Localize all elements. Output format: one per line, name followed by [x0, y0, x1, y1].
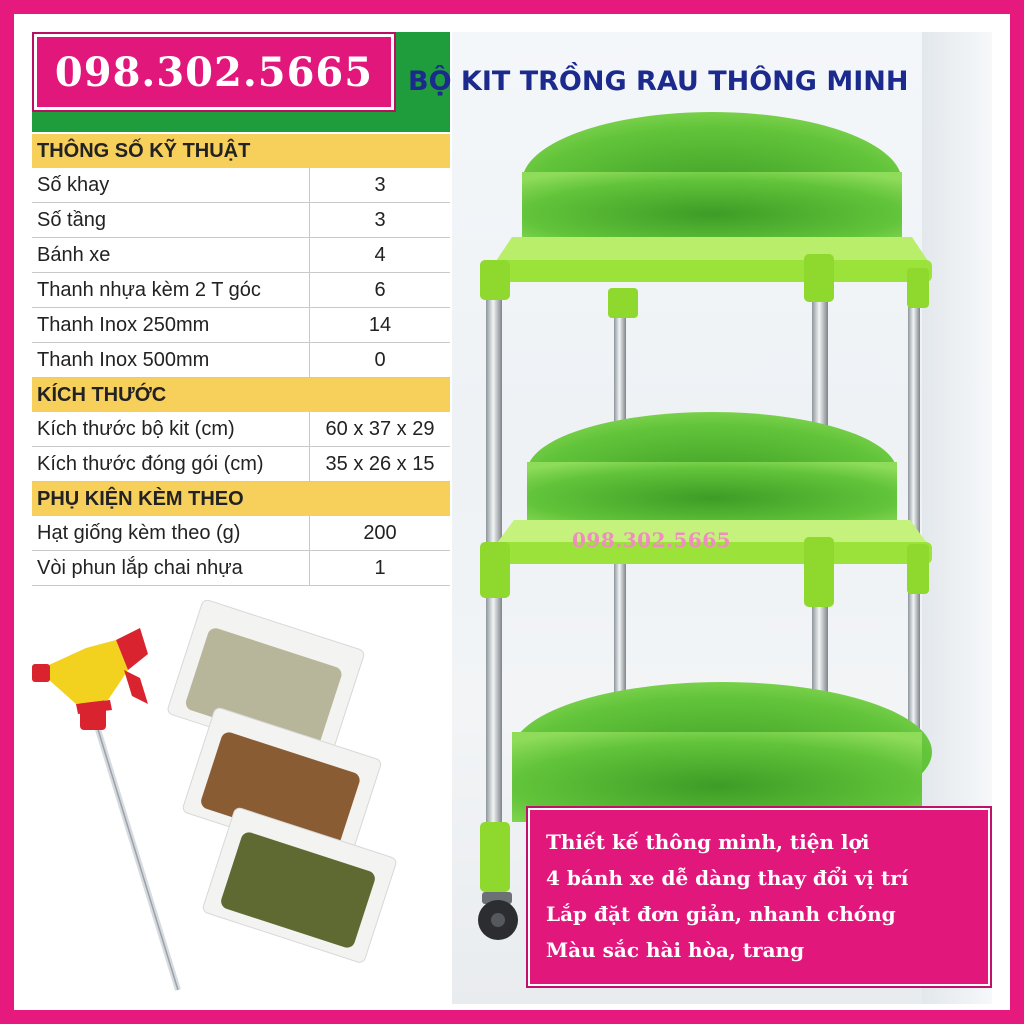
spec-value: 3 — [310, 168, 451, 203]
corner-top-right — [804, 254, 834, 302]
spray-nozzle-icon — [32, 628, 178, 990]
phone-number: 098.302.5665 — [54, 48, 374, 96]
spec-value: 3 — [310, 203, 451, 238]
section-title: THÔNG SỐ KỸ THUẬT — [32, 134, 450, 168]
spec-table — [32, 134, 450, 586]
feature-item: Thiết kế thông minh, tiện lợi — [546, 830, 870, 854]
table-row — [32, 308, 450, 343]
spec-label: Số tầng — [32, 203, 310, 238]
accessories-illustration — [28, 600, 408, 1000]
table-row — [32, 447, 450, 482]
spec-label: Thanh nhựa kèm 2 T góc — [32, 273, 310, 308]
seed-bag-3-icon — [202, 807, 398, 964]
spec-label: Vòi phun lắp chai nhựa — [32, 551, 310, 586]
corner-top-back — [907, 268, 929, 308]
spec-value: 1 — [310, 551, 451, 586]
spec-label: Thanh Inox 500mm — [32, 343, 310, 378]
spec-value: 35 x 26 x 15 — [310, 447, 451, 482]
feature-item: Màu sắc hài hòa, trang — [546, 938, 805, 962]
corner-middle-left — [480, 542, 510, 598]
feature-item: Lắp đặt đơn giản, nhanh chóng — [546, 902, 896, 926]
spec-value: 200 — [310, 516, 451, 551]
table-row — [32, 168, 450, 203]
spec-label: Thanh Inox 250mm — [32, 308, 310, 343]
features-box — [528, 808, 990, 986]
corner-middle-right — [804, 537, 834, 607]
spec-value: 0 — [310, 343, 451, 378]
table-row — [32, 203, 450, 238]
table-row — [32, 273, 450, 308]
spec-value: 6 — [310, 273, 451, 308]
section-title: PHỤ KIỆN KÈM THEO — [32, 482, 450, 517]
table-row — [32, 238, 450, 273]
table-row — [32, 412, 450, 447]
corner-top-left — [480, 260, 510, 300]
table-row — [32, 343, 450, 378]
spec-value: 14 — [310, 308, 451, 343]
sprouts-top-body — [522, 172, 902, 242]
table-row — [32, 551, 450, 586]
feature-item: 4 bánh xe dễ dàng thay đổi vị trí — [546, 866, 909, 890]
spec-label: Số khay — [32, 168, 310, 203]
corner-middle-back — [907, 544, 929, 594]
corner-bottom-left — [480, 822, 510, 892]
section-title: KÍCH THƯỚC — [32, 378, 450, 413]
spec-label: Kích thước đóng gói (cm) — [32, 447, 310, 482]
phone-banner[interactable] — [34, 34, 394, 110]
spec-value: 60 x 37 x 29 — [310, 412, 451, 447]
sprouts-middle-body — [527, 462, 897, 522]
section-header — [32, 134, 450, 168]
spec-label: Bánh xe — [32, 238, 310, 273]
corner-top-mid — [608, 288, 638, 318]
section-header — [32, 378, 450, 413]
spec-label: Hạt giống kèm theo (g) — [32, 516, 310, 551]
spec-label: Kích thước bộ kit (cm) — [32, 412, 310, 447]
wheel-hub — [491, 913, 505, 927]
shelf-frame-top — [482, 260, 932, 282]
table-row — [32, 516, 450, 551]
phone-watermark: 098.302.5665 — [572, 528, 732, 552]
spec-value: 4 — [310, 238, 451, 273]
product-title: BỘ KIT TRỒNG RAU THÔNG MINH — [408, 66, 909, 97]
section-header — [32, 482, 450, 517]
